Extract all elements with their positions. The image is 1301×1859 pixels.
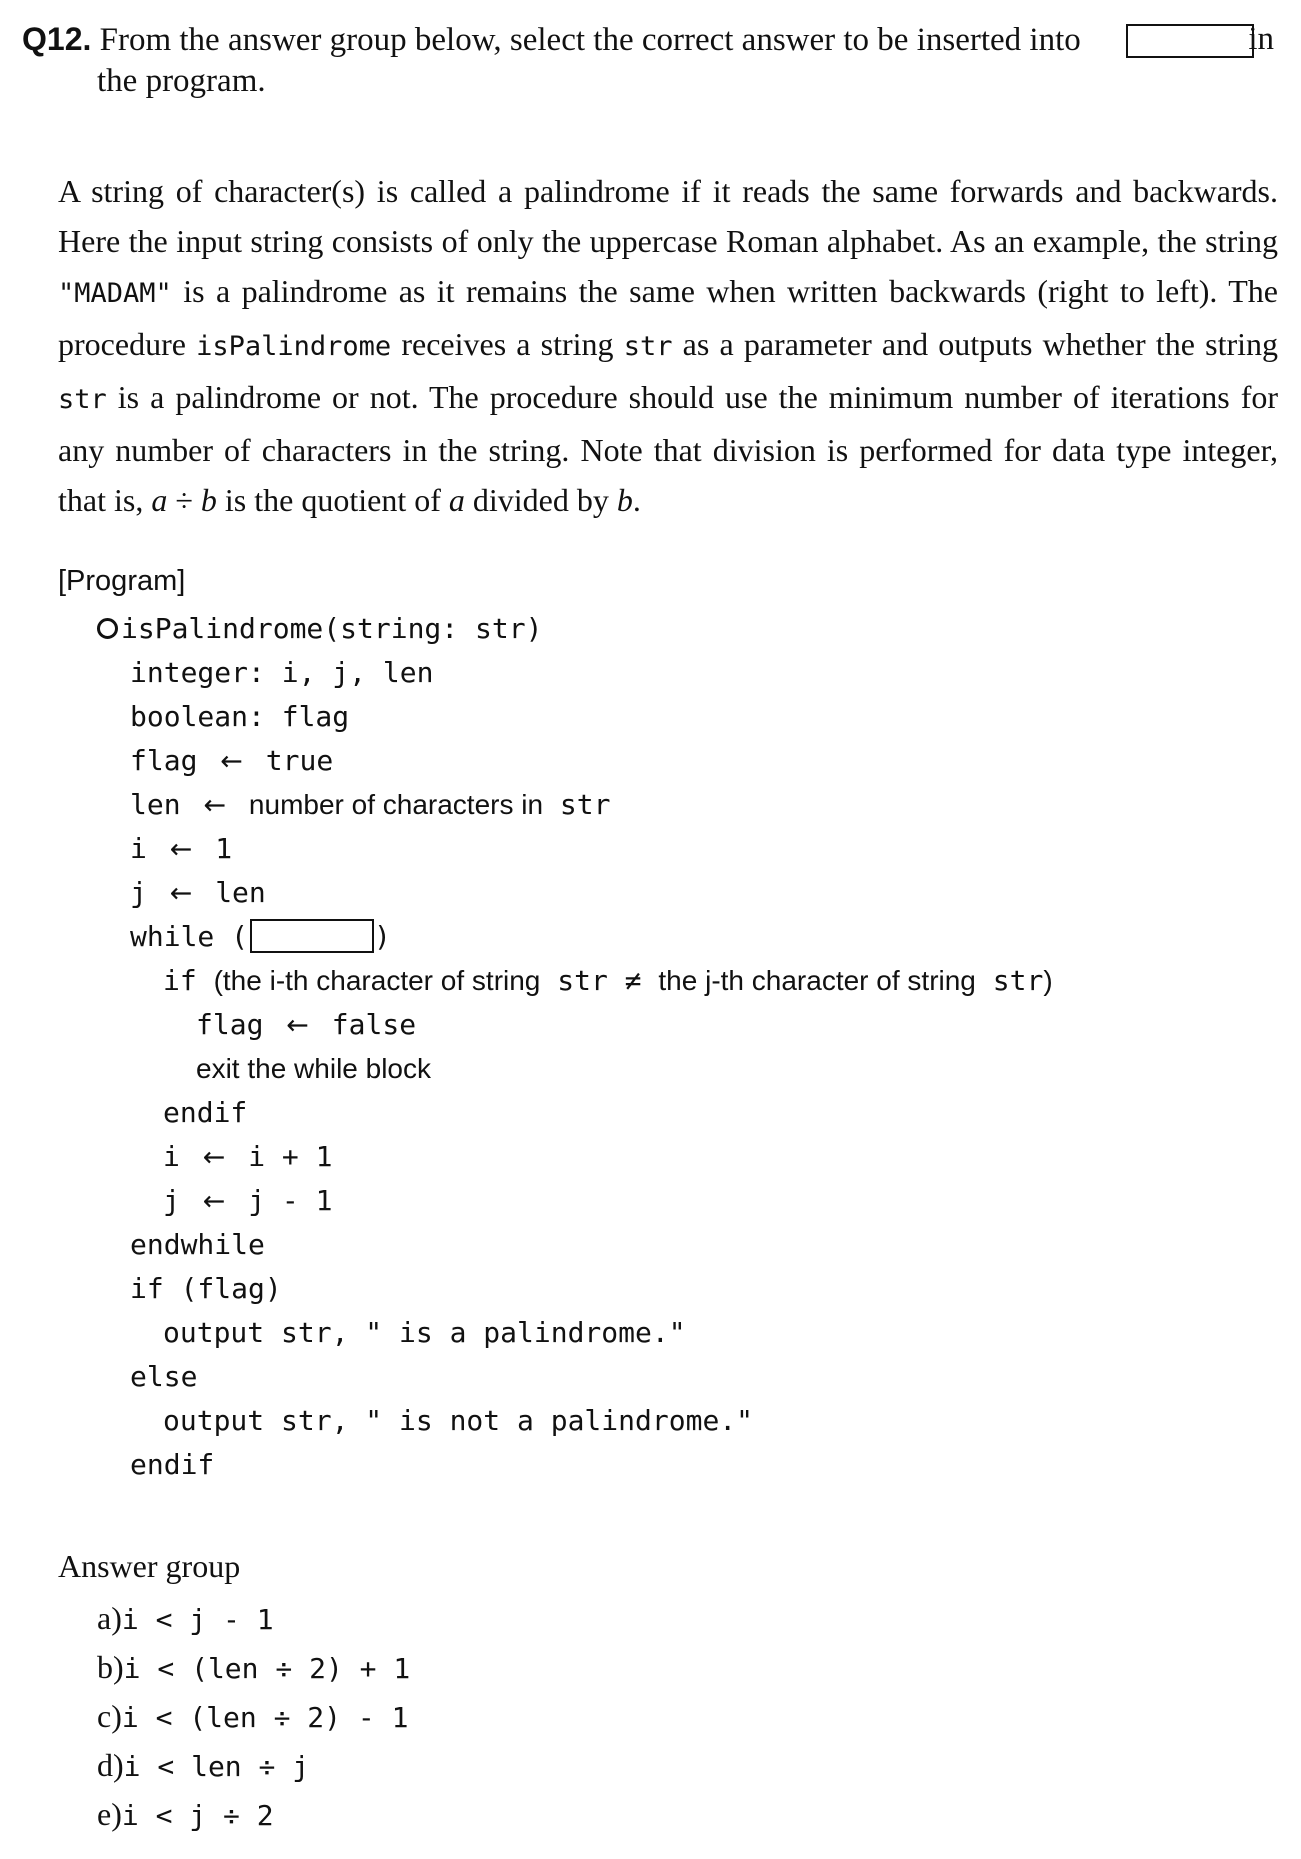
question-number: Q12.	[22, 21, 92, 57]
program-label: [Program]	[58, 565, 186, 597]
code-line: integer: i, j, len	[130, 656, 434, 689]
code-line: len ← number of characters in str	[130, 788, 611, 821]
problem-description: A string of character(s) is called a palindrome if it reads the same forwards and backwards. Here the input string consists of only the uppercase Roman alphabet. As an example, the string "MADAM" is a palindrome as it remains the same when written backwards (right to left). The procedure isPalindrome receives a string str as a parameter and outputs whether the string str is a palindrome or not. The procedure should use the minimum number of iterations for any number of characters in the string. Note that division is performed for data type integer, that is, a ÷ b is the quotient of a divided by b.	[58, 173, 1279, 518]
answer-option-e[interactable]: e)i < j ÷ 2	[97, 1796, 274, 1832]
answer-group-label: Answer group	[58, 1548, 241, 1584]
question-prompt-in: in	[1248, 21, 1274, 57]
code-line: boolean: flag	[130, 700, 350, 733]
question-prompt-line2: the program.	[97, 63, 266, 99]
code-line: endif	[163, 1096, 248, 1129]
procedure-name: isPalindrome	[196, 331, 392, 362]
assign-arrow-icon: ←	[169, 878, 193, 909]
code-line: i ← 1	[130, 832, 233, 865]
assign-arrow-icon: ←	[220, 746, 243, 777]
answer-option-b[interactable]: b)i < (len ÷ 2) + 1	[97, 1649, 411, 1685]
code-line: flag ← true	[130, 744, 334, 777]
assign-arrow-icon: ←	[203, 790, 227, 821]
answer-option-d[interactable]: d)i < len ÷ j	[97, 1747, 310, 1783]
assign-arrow-icon: ←	[286, 1010, 309, 1041]
code-line: j ← len	[130, 876, 266, 909]
code-line: output str, " is a palindrome."	[163, 1316, 686, 1349]
answer-blank-box	[1126, 24, 1254, 58]
while-condition-blank	[250, 919, 374, 953]
question-header	[22, 18, 1282, 102]
code-line: while ( )	[130, 920, 391, 953]
question-prompt: From the answer group below, select the correct answer to be inserted into	[99, 22, 1081, 58]
code-line: j ← j - 1	[163, 1184, 333, 1217]
code-line: flag ← false	[196, 1008, 417, 1041]
code-line: if (the i-th character of string str ≠ the j-th character of string str)	[163, 964, 1053, 997]
code-line: i ← i + 1	[163, 1140, 333, 1173]
code-line: isPalindrome(string: str)	[97, 607, 542, 651]
answer-option-a[interactable]: a)i < j - 1	[97, 1600, 274, 1636]
code-line: if (flag)	[130, 1272, 282, 1305]
code-line: endif	[130, 1448, 215, 1481]
code-line: else	[130, 1360, 198, 1393]
code-line: output str, " is not a palindrome."	[163, 1404, 754, 1437]
assign-arrow-icon: ←	[202, 1142, 226, 1173]
assign-arrow-icon: ←	[202, 1186, 226, 1217]
code-line: endwhile	[130, 1228, 265, 1261]
answer-option-c[interactable]: c)i < (len ÷ 2) - 1	[97, 1698, 409, 1734]
assign-arrow-icon: ←	[169, 834, 193, 865]
param-str: str	[623, 331, 673, 362]
example-string: "MADAM"	[58, 278, 172, 309]
code-line: exit the while block	[196, 1053, 432, 1084]
param-str: str	[58, 384, 107, 415]
procedure-circle-icon	[97, 618, 118, 639]
